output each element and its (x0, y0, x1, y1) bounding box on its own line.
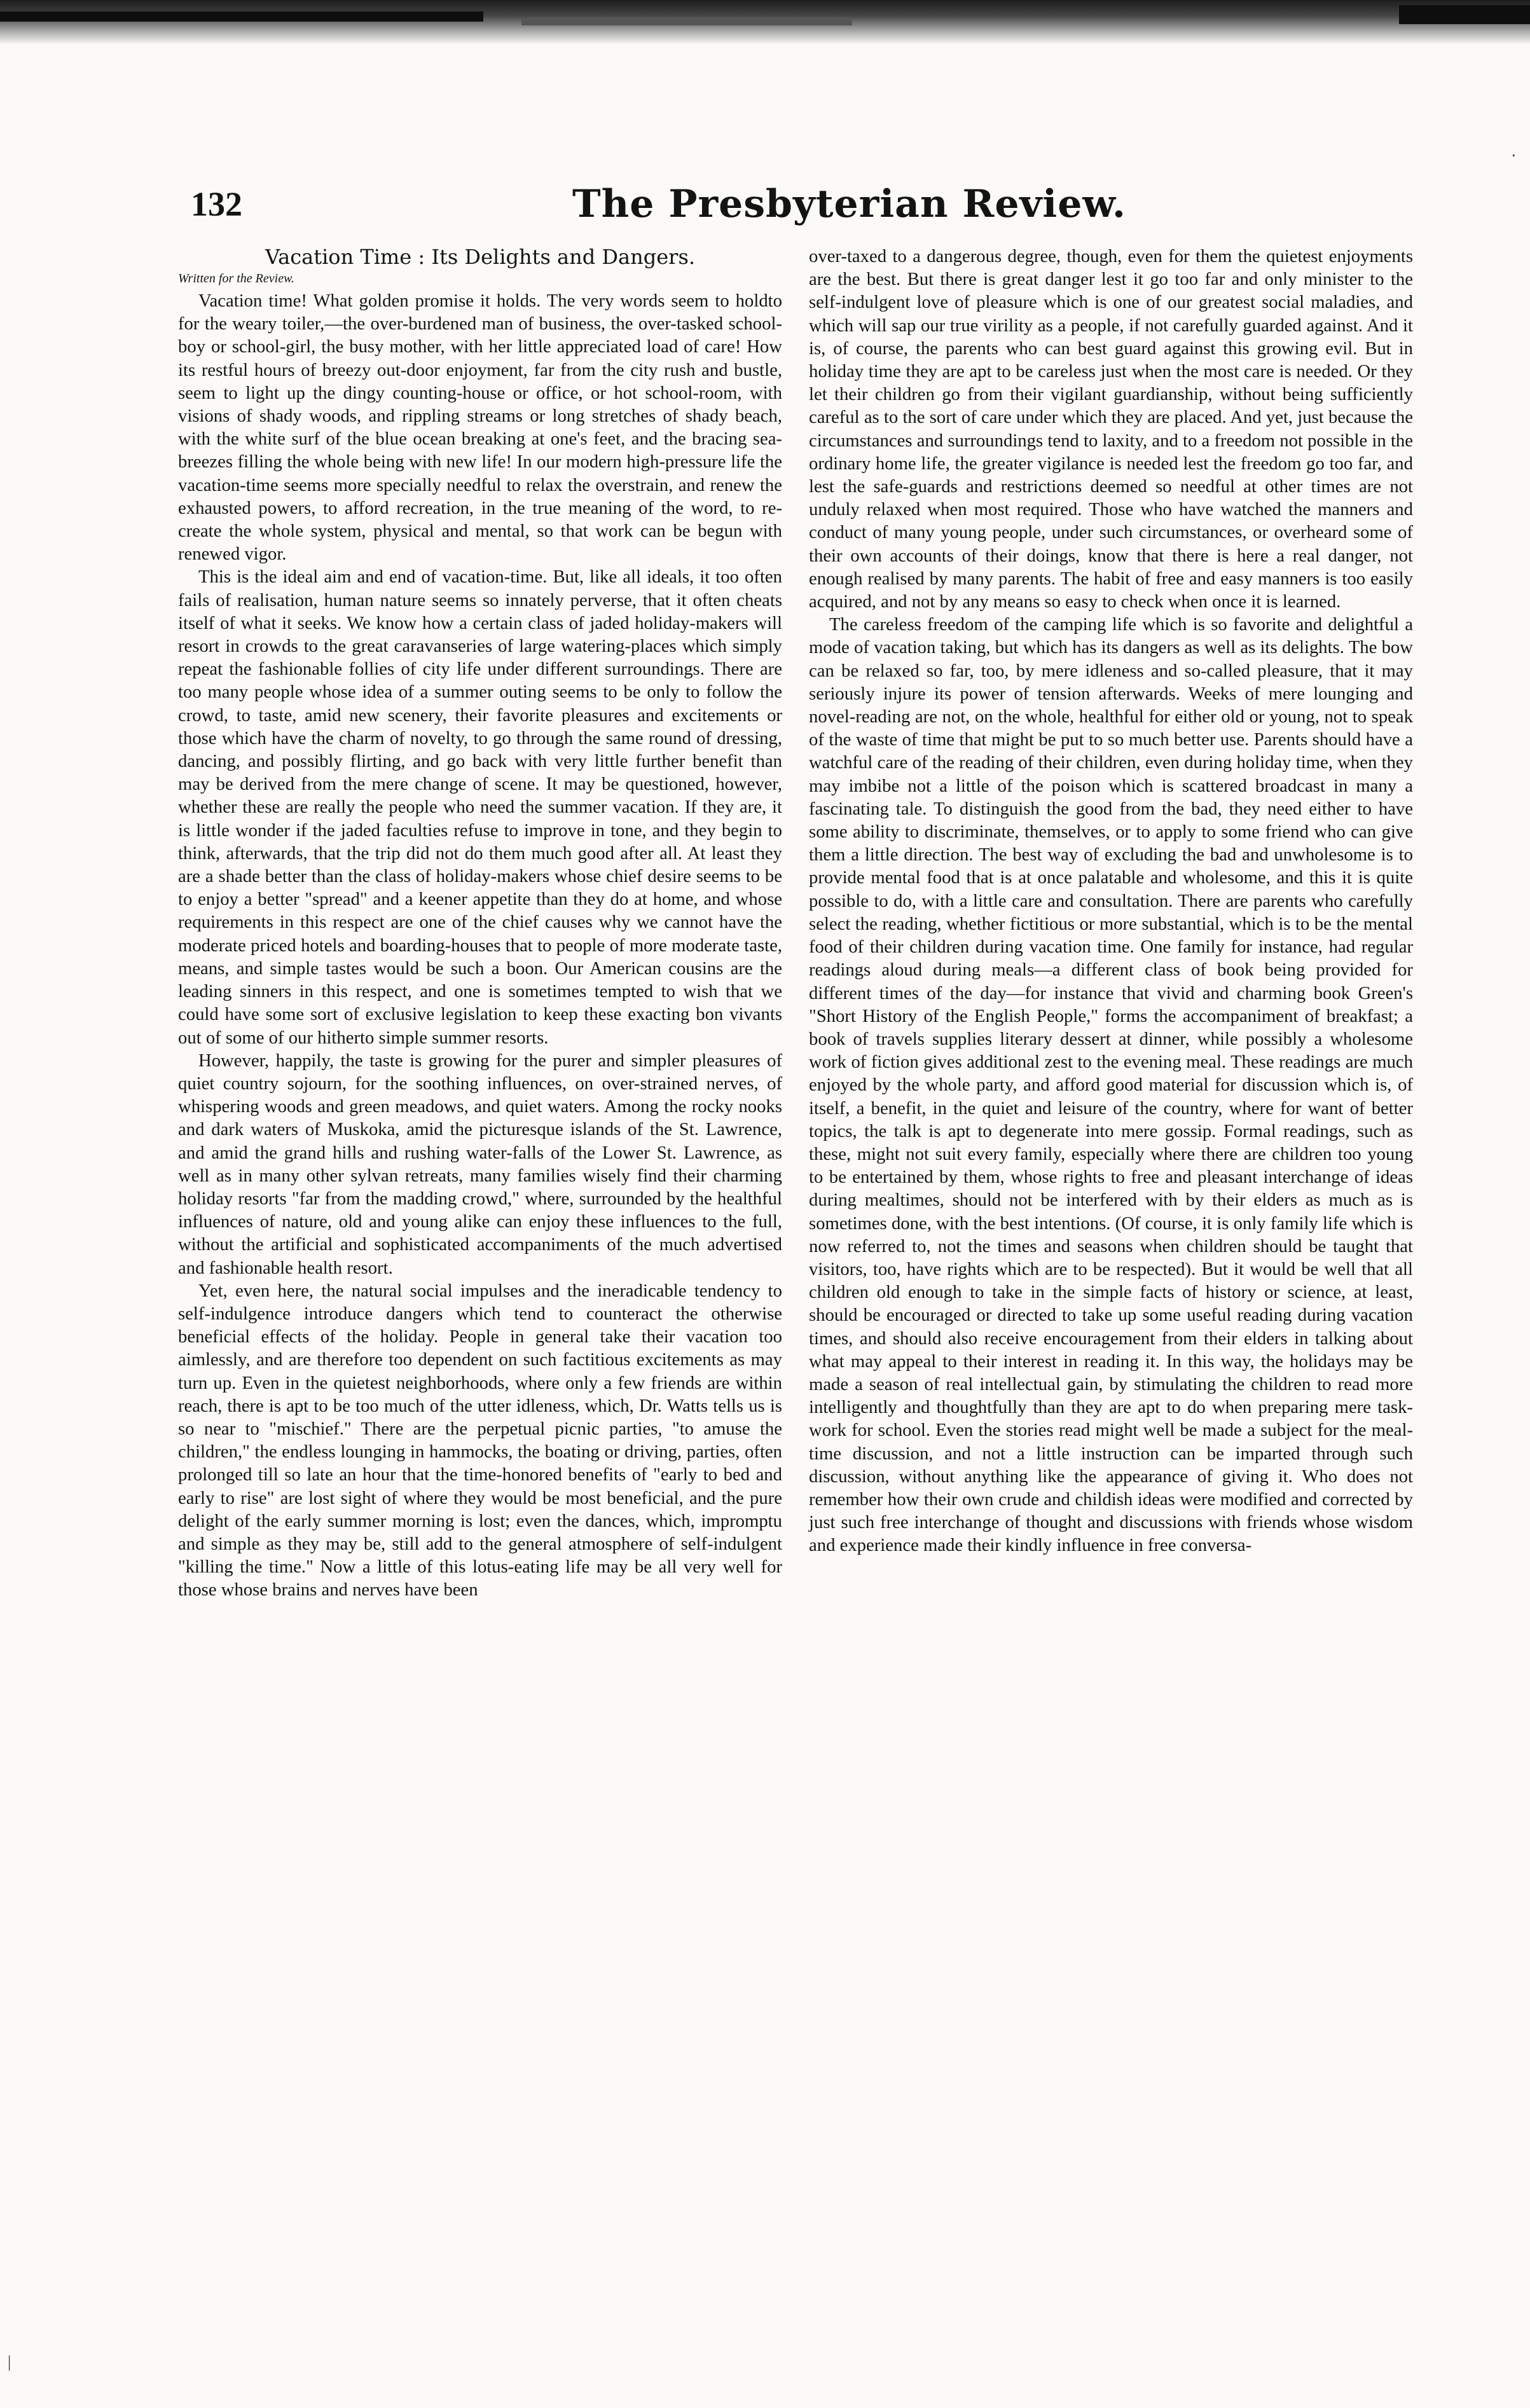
margin-speck: | (8, 2353, 11, 2371)
article-paragraph: over-taxed to a dangerous degree, though, even for them the quietest enjoyments are the best. But there is great danger lest it go too far and only minister to the self-indulgent love of pleasure which is one of our greatest social maladies, and which will sap our true virility as a people, if not carefully guarded against. And it is, of course, the parents who can best guard against this growing evil. But in holiday time they are apt to be careless just when the most care is needed. Or they let their children go from their vigilant guardianship, without being sufficiently careful as to the sort of care under which they are placed. And yet, just because the circumstances and surroundings tend to laxity, and to a freedom not possible in the ordinary home life, the greater vigilance is needed lest the freedom go too far, and lest the safe-guards and restrictions deemed so needful at other times are not unduly relaxed when most required. Those who have watched the manners and conduct of many young people, under such circumstances, or overheard some of their own accounts of their doings, know that there is here a real danger, not enough realised by many parents. The habit of free and easy manners is too easily acquired, and not by any means so easy to check when once it is learned. (809, 246, 1413, 612)
running-title: The Presbyterian Review. (572, 182, 1126, 226)
page-number: 132 (191, 185, 242, 223)
article-paragraph: However, happily, the taste is growing for the purer and simpler pleasures of quiet country sojourn, for the soothing influences, on over-strained nerves, of whispering woods and green meadows, and quiet waters. Among the rocky nooks and dark waters of Muskoka, amid the picturesque islands of the St. Lawrence, and amid the grand hills and rushing water-falls of the Lower St. Lawrence, as well as in many other sylvan retreats, many families wisely find their charming holiday resorts "far from the madding crowd," where, surrounded by the healthful influences of nature, old and young alike can enjoy these influences to the full, without the artificial and sophisticated accompaniments of the much advertised and fashionable health resort. (178, 1050, 782, 1278)
article-paragraph: The careless freedom of the camping life which is so favorite and delightful a mode of vacation taking, but which has its dangers as well as its delights. The bow can be relaxed so far, too, by mere idleness and so-called pleasure, that it may seriously injure its power of tension afterwards. Weeks of mere lounging and novel-reading are not, on the whole, healthful for either old or young, not to speak of the waste of time that might be put to so much better use. Parents should have a watchful care of the reading of their children, even during holiday time, when they may imbibe not a little of the poison which is scattered broadcast in many a fascinating tale. To distinguish the good from the bad, they need either to have some ability to discriminate, themselves, or to apply to some friend who can give them a little direction. The best way of excluding the bad and unwholesome is to provide mental food that is at once palatable and wholesome, and this it is quite possible to do, with a little care and consultation. There are parents who carefully select the reading, whether fictitious or more substantial, which is to be the mental food of their children during vacation time. One family for instance, had regular readings aloud during meals—a different class of book being provided for different times of the day—for instance that vivid and charming book Green's "Short History of the English People," forms the accompaniment of breakfast; a book of travels supplies literary dessert at dinner, while possibly a wholesome work of fiction gives additional zest to the evening meal. These readings are much enjoyed by the whole party, and afford good material for discussion which is, of itself, a benefit, in the quiet and leisure of the country, where for want of better topics, the talk is apt to degenerate into mere gossip. Formal readings, such as these, might not suit every family, especially where there are children too young to be entertained by them, whose rights to free and pleasant interchange of ideas during mealtimes, should not be interfered with by their elders as much as is sometimes done, with the best intentions. (Of course, it is only family life which is now referred to, not the times and seasons when children should be taught that visitors, too, have rights which are to be respected). But it would be well that all children old enough to take in the simple facts of history or science, at least, should be encouraged or directed to take up some useful reading during vacation times, and should also receive encouragement from their elders in talking about what may appeal to their interest in reading it. In this way, the holidays may be made a season of real intellectual gain, by stimulating the children to read more intelligently and thoughtfully than they are apt to do when preparing mere task-work for school. Even the stories read might well be made a subject for the meal-time discussion, and not a little instruction can be imparted through such discussion, without anything like the appearance of giving it. Who does not remember how their own crude and childish ideas were modified and corrected by just such free interchange of thought and discussions with friends whose wisdom and experience made their kindly influence in free conversa- (809, 614, 1413, 1556)
article-title: Vacation Time : Its Delights and Dangers. (265, 245, 696, 269)
article-paragraph: This is the ideal aim and end of vacation-time. But, like all ideals, it too often fails of realisation, human nature seems so innately perverse, that it often cheats itself of what it seeks. We know how a certain class of jaded holiday-makers will resort in crowds to the great caravanseries of large watering-places which simply repeat the fashionable follies of city life under different surroundings. There are too many people whose idea of a summer outing seems to be only to follow the crowd, to taste, amid new scenery, their favorite pleasures and excitements or those which have the charm of novelty, to go through the same round of dressing, dancing, and possibly flirting, and go back with very little further benefit than may be derived from the mere change of scene. It may be questioned, however, whether these are really the people who need the summer vacation. If they are, it is little wonder if the jaded faculties refuse to improve in tone, and they begin to think, afterwards, that the trip did not do them much good after all. At least they are a shade better than the class of holiday-makers whose chief desire seems to be to enjoy a better "spread" and a keener appetite than they do at home, and whose requirements in this respect are one of the chief causes why we cannot have the moderate priced hotels and boarding-houses that to people of more moderate taste, means, and simple tastes would be such a boon. Our American cousins are the leading sinners in this respect, and one is sometimes tempted to wish that we could have some sort of exclusive legislation to keep these exacting bon vivants out of some of our hitherto simple summer resorts. (178, 567, 782, 1048)
article-byline: Written for the Review. (178, 272, 294, 286)
right-column (809, 245, 1413, 1557)
page-header (191, 184, 1399, 233)
scan-edge-artifact (0, 0, 1530, 45)
left-column (178, 245, 782, 1602)
scan-streak (521, 19, 852, 25)
scan-streak (1399, 5, 1530, 24)
article-paragraph: Vacation time! What golden promise it holds. The very words seem to holdto for the weary toiler,—the over-burdened man of business, the over-tasked school-boy or school-girl, the busy mother, with her little appreciated load of care! How its restful hours of breezy out-door enjoyment, far from the city rush and bustle, seem to light up the dingy counting-house or office, or hot school-room, with visions of shady woods, and rippling streams or long stretches of shady beach, with the white surf of the blue ocean breaking at one's feet, and the bracing sea-breezes filling the whole being with new life! In our modern high-pressure life the vacation-time seems more specially needful to relax the overstrain, and renew the exhausted powers, to afford recreation, in the true meaning of the word, to re-create the whole system, physical and mental, so that work can be begun with renewed vigor. (178, 291, 782, 565)
scan-streak (0, 11, 483, 22)
margin-speck: · (1511, 146, 1517, 165)
article-paragraph: Yet, even here, the natural social impulses and the ineradicable tendency to self-indulgence introduce dangers which tend to counteract the otherwise beneficial effects of the holiday. People in general take their vacation too aimlessly, and are therefore too dependent on such factitious excitements as may turn up. Even in the quietest neighborhoods, where only a few friends are within reach, there is apt to be too much of the utter idleness, which, Dr. Watts tells us is so near to "mischief." There are the perpetual picnic parties, "to amuse the children," the endless lounging in hammocks, the boating or driving, parties, often prolonged till so late an hour that the time-honored benefits of "early to bed and early to rise" are lost sight of where they would be most beneficial, and the pure delight of the early summer morning is lost; even the dances, which, impromptu and simple as they may be, still add to the general atmosphere of self-indulgent "killing the time." Now a little of this lotus-eating life may be all very well for those whose brains and nerves have been (178, 1280, 782, 1600)
